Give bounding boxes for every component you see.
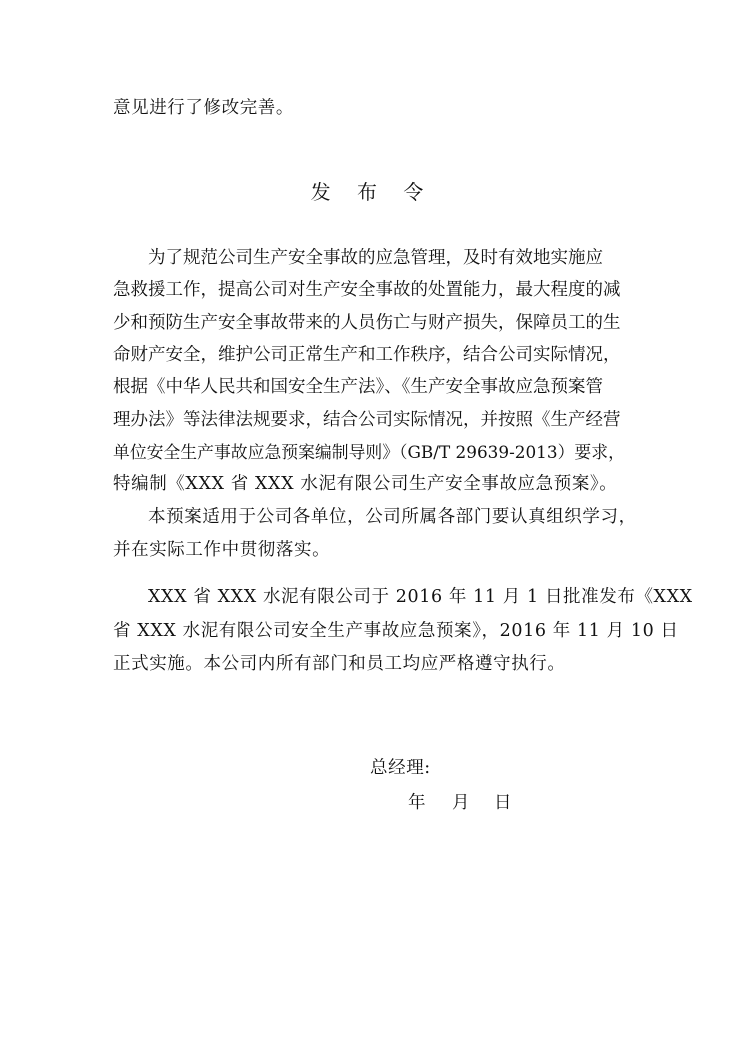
paragraph-line: 为了规范公司生产安全事故的应急管理，及时有效地实施应 [148, 248, 603, 268]
date-year: 年 [408, 793, 427, 813]
paragraph-line: 急救援工作，提高公司对生产安全事故的处置能力，最大程度的减 [113, 280, 621, 300]
paragraph-line: 本预案适用于公司各单位，公司所属各部门要认真组织学习， [148, 507, 637, 527]
carryover-line: 意见进行了修改完善。 [113, 98, 294, 118]
paragraph-line: 正式实施。本公司内所有部门和员工均应严格遵守执行。 [113, 654, 566, 674]
document-title: 发 布 令 [310, 180, 434, 204]
paragraph-line: 省 XXX 水泥有限公司安全生产事故应急预案》，2016 年 11 月 10 日 [113, 621, 679, 641]
paragraph-line: 少和预防生产安全事故带来的人员伤亡与财产损失，保障员工的生 [113, 313, 621, 333]
paragraph-line: 特编制《XXX 省 XXX 水泥有限公司生产安全事故应急预案》。 [113, 474, 618, 494]
signature-label: 总经理: [370, 758, 431, 778]
paragraph-line: 根据《中华人民共和国安全生产法》、《生产安全事故应急预案管 [113, 377, 603, 397]
date-day: 日 [494, 793, 513, 813]
paragraph-line: 理办法》等法律法规要求，结合公司实际情况，并按照《生产经营 [113, 410, 621, 430]
paragraph-line: XXX 省 XXX 水泥有限公司于 2016 年 11 月 1 日批准发布《XXX [148, 587, 693, 607]
date-month: 月 [452, 793, 471, 813]
paragraph-line: 并在实际工作中贯彻落实。 [113, 540, 331, 560]
paragraph-line: 命财产安全，维护公司正常生产和工作秩序，结合公司实际情况， [113, 345, 621, 365]
paragraph-line: 单位安全生产事故应急预案编制导则》（GB/T 29639-2013）要求， [113, 442, 625, 462]
